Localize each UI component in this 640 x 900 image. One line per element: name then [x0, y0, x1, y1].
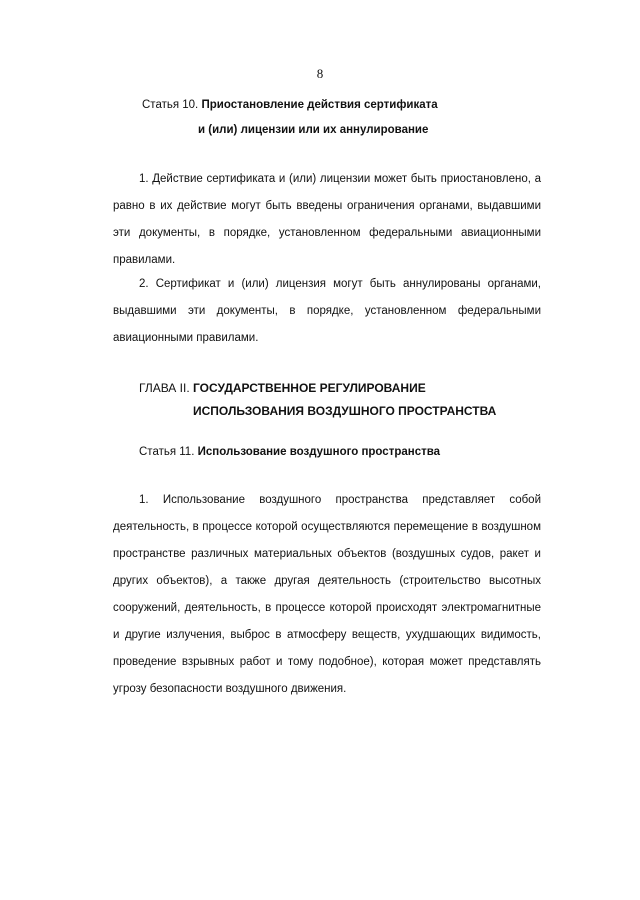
paragraph-line: авиационными правилами. — [113, 332, 259, 344]
article-10-title-line2: и (или) лицензии или их аннулирование — [198, 124, 429, 136]
paragraph-line: и другие излучения, выброс в атмосферу веществ, ухудшающих видимость, — [113, 629, 541, 641]
paragraph-line: других объектов), а также другая деятельность (строительство высотных — [113, 575, 541, 587]
chapter-2-label: ГЛАВА II. — [139, 381, 190, 395]
article-10-heading — [142, 99, 438, 111]
article-10-paragraph-2 — [113, 271, 541, 352]
article-10-paragraph-1 — [113, 166, 541, 274]
paragraph-line: сооружений, деятельность, в процессе которой происходят электромагнитные — [113, 602, 541, 614]
article-10-title-line1: Приостановление действия сертификата — [201, 99, 438, 111]
paragraph-line: деятельность, в процессе которой осуществляются перемещение в воздушном — [113, 521, 541, 533]
paragraph-line: правилами. — [113, 254, 176, 266]
chapter-2-heading-continued — [193, 404, 496, 418]
chapter-2-title-line2: ИСПОЛЬЗОВАНИЯ ВОЗДУШНОГО ПРОСТРАНСТВА — [193, 404, 497, 418]
paragraph-line: 1. Использование воздушного пространства представляет собой — [139, 494, 541, 506]
paragraph-line: эти документы, в порядке, установленном федеральными авиационными — [113, 227, 541, 239]
paragraph-line: проведение взрывных работ и тому подобное), которая может представлять — [113, 656, 541, 668]
article-11-label: Статья 11. — [139, 446, 195, 458]
paragraph-line: угрозу безопасности воздушного движения. — [113, 683, 347, 695]
article-11-paragraph-1 — [113, 487, 541, 703]
paragraph-line: 2. Сертификат и (или) лицензия могут быть аннулированы органами, — [139, 278, 541, 290]
article-10-heading-continued — [198, 124, 428, 136]
paragraph-line: выдавшими эти документы, в порядке, установленном федеральными — [113, 305, 541, 317]
page-number: 8 — [316, 66, 324, 81]
article-10-label: Статья 10. — [142, 99, 199, 111]
paragraph-line: равно в их действие могут быть введены ограничения органами, выдавшими — [113, 200, 541, 212]
chapter-2-heading — [139, 381, 426, 395]
paragraph-line: пространстве различных материальных объектов (воздушных судов, ракет и — [113, 548, 541, 560]
chapter-2-title-line1: ГОСУДАРСТВЕННОЕ РЕГУЛИРОВАНИЕ — [193, 381, 426, 395]
paragraph-line: 1. Действие сертификата и (или) лицензии может быть приостановлено, а — [139, 173, 541, 185]
article-11-title: Использование воздушного пространства — [197, 446, 441, 458]
article-11-heading — [139, 446, 440, 458]
